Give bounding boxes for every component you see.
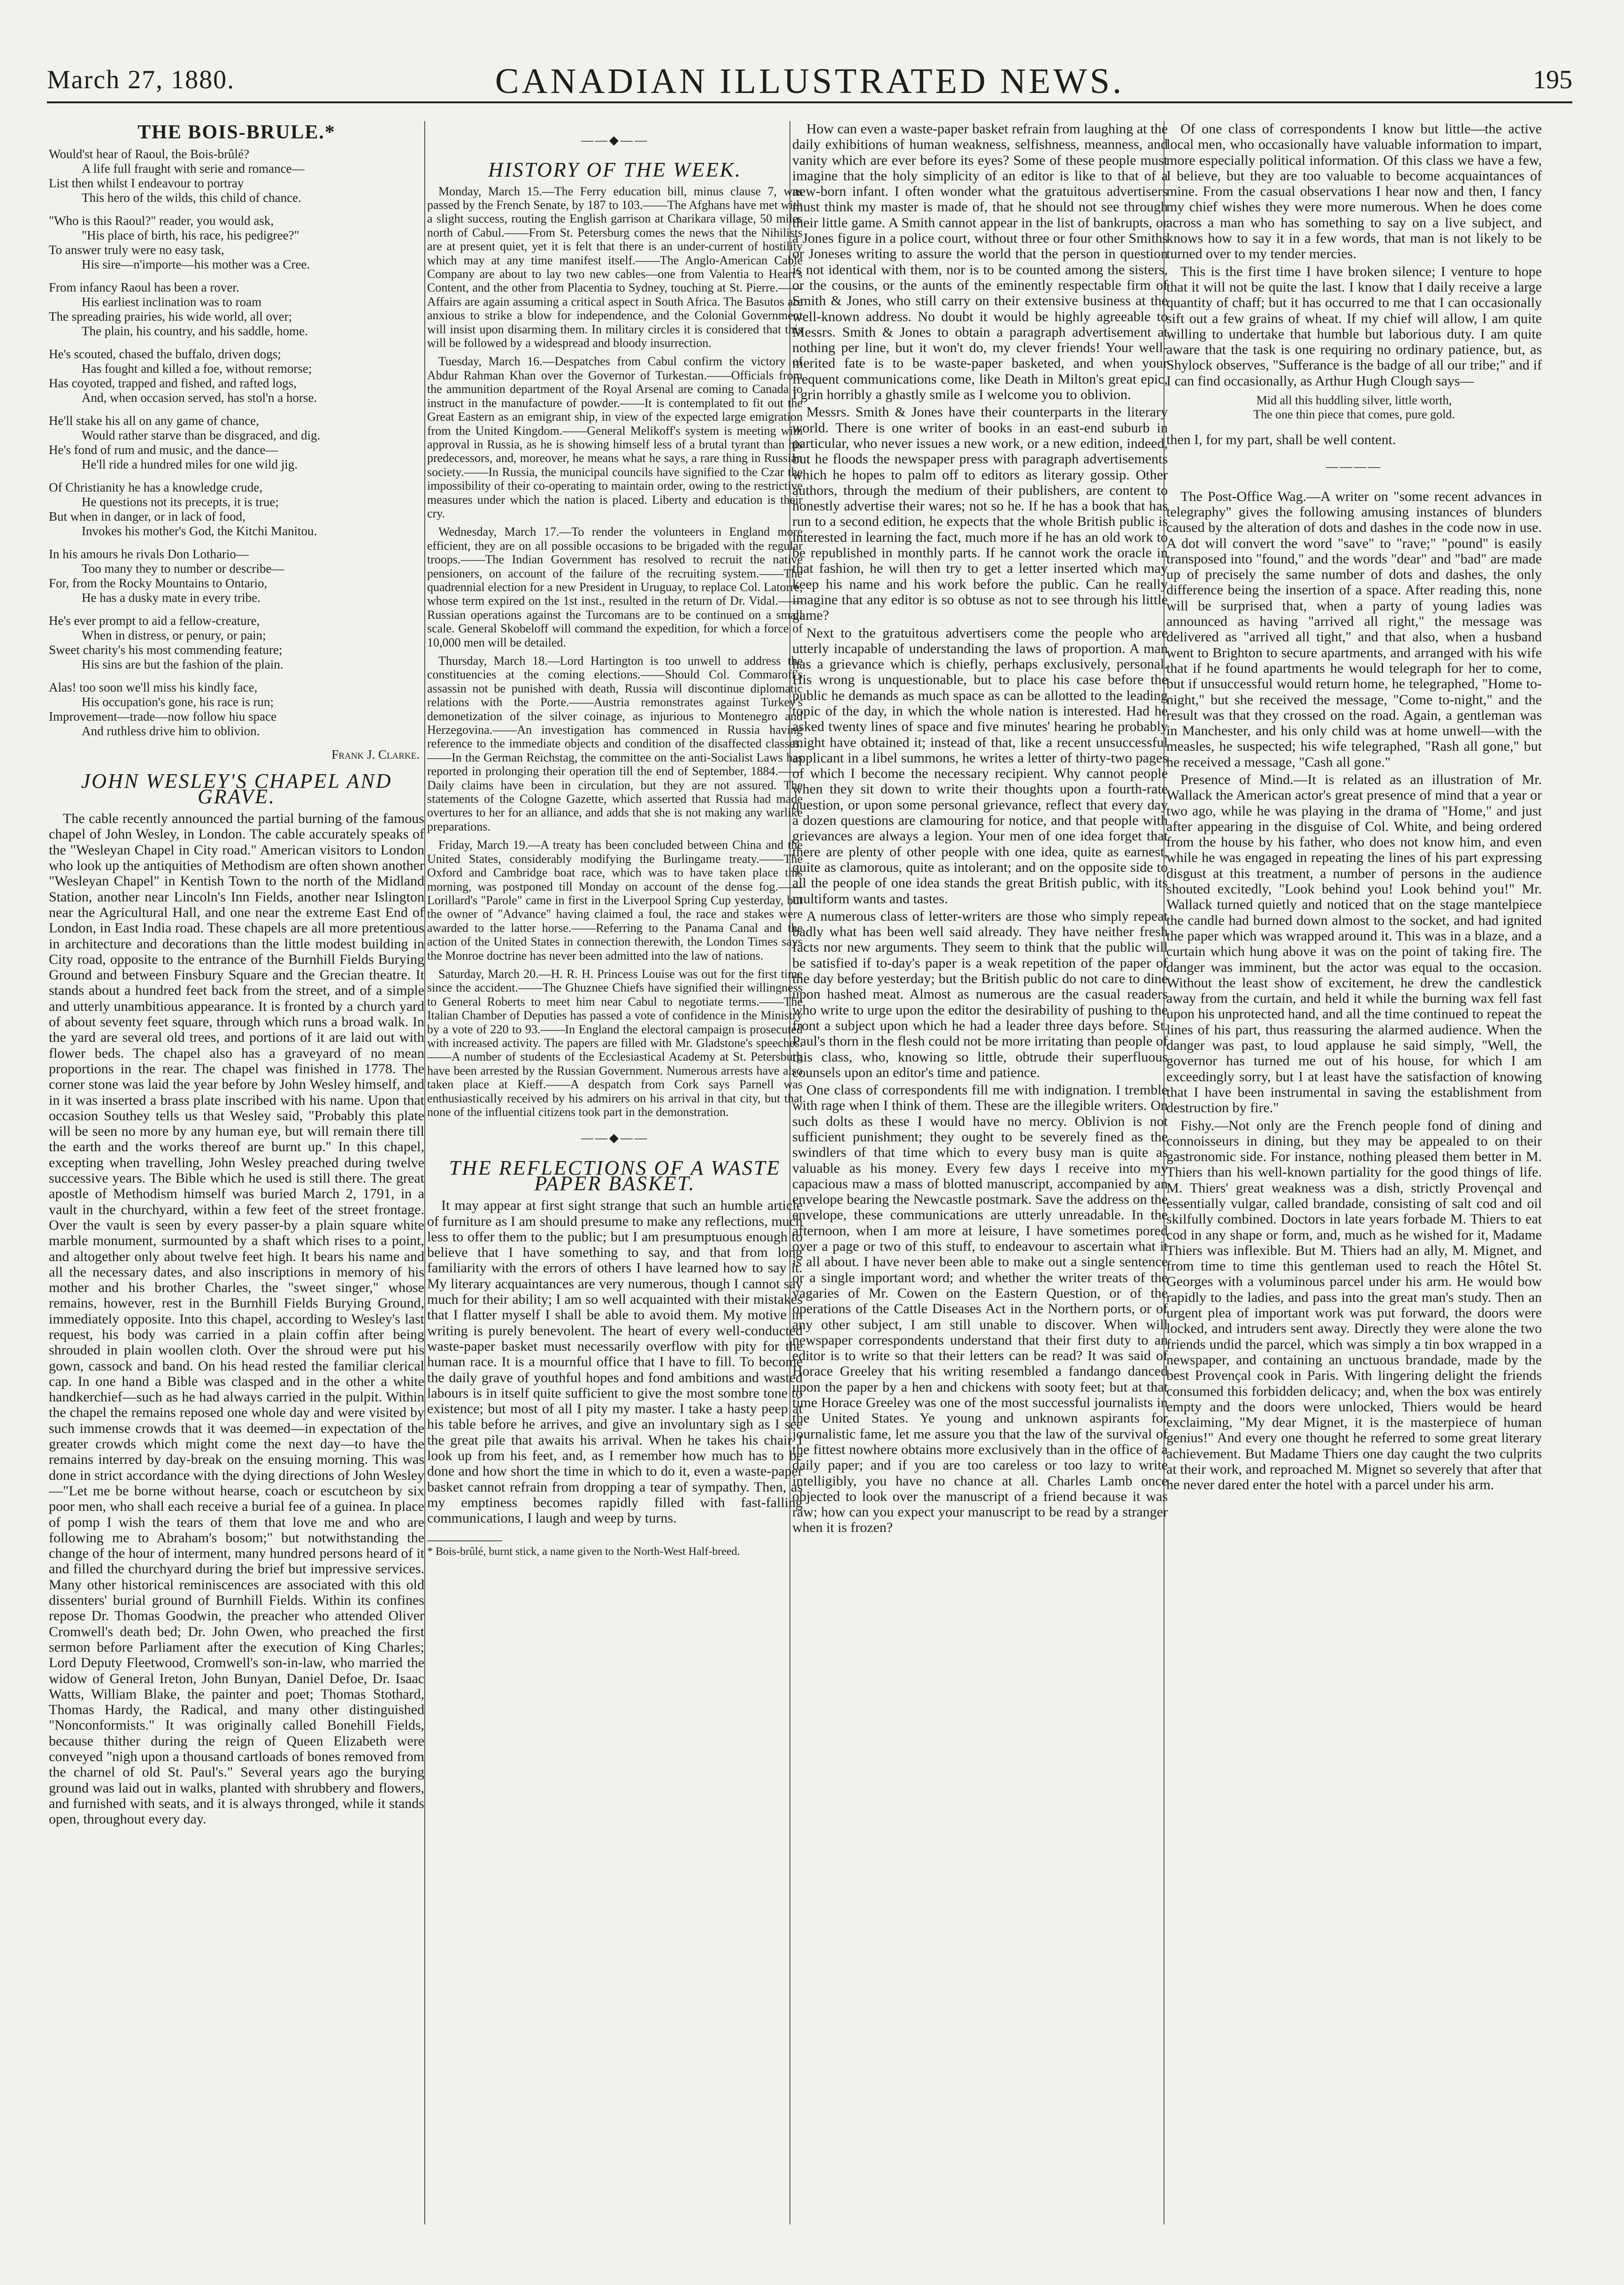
poem-stanza [49, 614, 424, 672]
poem-line: He has a dusky mate in every tribe. [82, 591, 260, 605]
poem-line: His earliest inclination was to roam [82, 295, 262, 309]
column-rule [424, 121, 425, 2224]
poem-line: Sweet charity's his most commending feature; [49, 643, 283, 657]
ornament-divider: ——◆—— [581, 1131, 649, 1145]
poem-line: "His place of birth, his race, his pedigree?" [82, 228, 299, 243]
poem-line: His occupation's gone, his race is run; [82, 695, 274, 709]
poem-stanza [49, 280, 424, 339]
poem-signature: Frank J. Clarke. [331, 747, 420, 762]
poem-line: His sins are but the fashion of the plain. [82, 657, 283, 672]
poem-stanza [49, 547, 424, 605]
poem-line: When in distress, or penury, or pain; [82, 628, 266, 643]
poem-line: And ruthless drive him to oblivion. [82, 724, 260, 739]
ornament-divider: ———— [1326, 460, 1382, 474]
column-4 [1166, 121, 1542, 2224]
poem-line: Too many they to number or describe— [82, 562, 284, 576]
article-paragraph: Next to the gratuitous advertisers come the people who are utterly incapable of understanding the laws of proportion. A man has a grievance which is chiefly, perhaps exclusively, personal. His wrong is unquestionable, but to place his case before the public he demands as much space as can be allotted to the leading topic of the day, in which the whole nation is interested. Had he asked twenty lines of space and five minutes' hearing he probably might have obtained it; instead of that, like a recent unsuccessful applicant in a libel summons, he writes a letter of thirty-two pages of which I become the necessary recipient. Why cannot people when they sit down to write their thoughts upon a fourth-rate question, or upon some personal grievance, reflect that every day a dozen questions are clamouring for notice, and that people with grievances are always a legion. Your men of one idea forget that there are plenty of other people with one idea, quite as earnest, quite as clamorous, quite as intolerant; and on the opposite side to all the people of one idea stands the great British public, with its multiform wants and tastes. [792, 625, 1168, 907]
section-title: HISTORY OF THE WEEK. [488, 158, 742, 182]
page-number: 195 [1533, 65, 1572, 94]
history-entry: Thursday, March 18.—Lord Hartington is too unwell to address the constituencies at the coming elections.——Should Col. Commaroff's assassin not be punished with death, Russia will discontinue diplomatic relations with the Porte.——Austria remonstrates against Turkey's demonetization of the silver coinage, as injurious to Montenegro and Herzegovina.——An investigation has commenced in Russia having reference to the immediate objects and condition of the disaffected classes.——In the German Reichstag, the committee on the anti-Socialist Laws has reported in prolonging their operation till the end of September, 1884.——Daily claims have been in circulation, but they are not assured. The statements of the Cologne Gazette, which asserted that Russia had made overtures to her for an alliance, and adds that she is not making any warlike preparations. [427, 654, 803, 833]
poem-line: The spreading prairies, his wide world, all over; [49, 309, 292, 324]
poem-title: THE BOIS-BRULE.* [138, 122, 336, 143]
poem-line: And, when occasion served, has stol'n a horse. [82, 391, 317, 405]
issue-date: March 27, 1880. [47, 65, 235, 94]
misc-item: The Post-Office Wag.—A writer on "some recent advances in telegraphy" gives the following amusing instances of blunders caused by the alteration of dots and dashes in the code now in use. A dot will convert the word "save" to "rave;" "pound" is easily transposed into "found," and the words "dear" and "bad" are made up of precisely the same number of dots and dashes, the only difference being the insertion of a space. After reading this, none will be surprised that, when a party of young ladies was announced as having "arrived all right," the message was delivered as "arrived all tight," and that also, when a husband went to Brighton to secure apartments, and arranged with his wife that if he found apartments he would telegraph for her to come, but if unsuccessful would return home, he telegraphed, "Home to-night," but she received the message, "Come to-night," and the result was that they crossed on the road. Again, a gentleman was in Manchester, and his only child was at home unwell—with the measles, he suspected; his wife telegraphed, "Rash all gone," but he received a message, "Cash all gone." [1166, 488, 1542, 770]
poem-line: Would'st hear of Raoul, the Bois-brûlé? [49, 147, 250, 162]
article-paragraph: Messrs. Smith & Jones have their counterparts in the literary world. There is one writer of books in an east-end suburb in particular, who never issues a new work, or a new edition, indeed, but he floods the newspaper press with paragraph advertisements which he hopes to palm off to editors as literary gossip. Other authors, through the medium of their publishers, are content to honestly advertise their wares; not so he. If he has a book that has run to a second edition, he expects that the whole British public is interested in learning the fact, much more if he has an old work to be republished in monthly parts. If he cannot work the oracle in that fashion, he will then try to get a letter inserted which may keep his name and his work before the public. Can he really imagine that any editor is so obtuse as not to see through his little game? [792, 404, 1168, 623]
history-entry: Saturday, March 20.—H. R. H. Princess Louise was out for the first time since the accident.——The Ghuznee Chiefs have signified their willingness to General Roberts to meet him near Cabul to negotiate terms.——The Italian Chamber of Deputies has passed a vote of confidence in the Ministry by a vote of 220 to 93.——In England the electoral campaign is prosecuted with increased activity. The papers are filled with Mr. Gladstone's speeches.——A number of students of the Ecclesiastical Academy at St. Petersburg have been arrested by the Russian Government. Numerous arrests have also taken place at Kieff.——A despatch from Cork says Parnell was enthusiastically received by his admirers on his arrival in that city, but that none of the influential citizens took part in the demonstration. [427, 967, 803, 1119]
poem-line: A life full fraught with serie and romance— [82, 162, 305, 176]
masthead [47, 56, 1572, 103]
poem-stanza [49, 147, 424, 205]
column-3 [792, 121, 1168, 2224]
column-2 [427, 121, 803, 2224]
poem-line: To answer truly were no easy task, [49, 243, 224, 257]
poem-line: From infancy Raoul has been a rover. [49, 280, 239, 295]
article-paragraph: It may appear at first sight strange that such an humble article of furniture as I am should presume to make any reflections, much less to offer them to the public; but I am presumptuous enough to believe that I have something to say, and that from long familiarity with the errors of others I have learned how to say it. My literary acquaintances are very numerous, though I cannot say much for their ability; I am so well acquainted with their mistakes that I flatter myself I shall be able to avoid them. My motive in writing is purely benevolent. The heart of every well-conducted waste-paper basket must necessarily overflow with pity for the human race. It is a mournful office that I have to fill. To become the daily grave of youthful hopes and fond ambitions and wasted labours is in itself quite sufficient to give the most sombre tone to existence; but most of all I pity my master. I take a hasty peep at his table before he arrives, and give an involuntary sigh as I see the great pile that awaits his arrival. When he takes his chair I look up from his feet, and, as I remember how much has to be done and how short the time in which to do it, even a waste-paper basket cannot refrain from dropping a tear of sympathy. Then, as my emptiness becomes rapidly filled with fast-falling communications, I laugh and weep by turns. [427, 1198, 803, 1526]
poem-line: For, from the Rocky Mountains to Ontario, [49, 576, 268, 591]
article-paragraph: How can even a waste-paper basket refrain from laughing at the daily exhibitions of human weakness, selfishness, meanness, and vanity which are ever before its eyes? Some of these people must imagine that the holy simplicity of an editor is like to that of a new-born infant. I often wonder what the gratuitous advertisers must think my master is made of, that he should not see through their little game. A Smith cannot appear in the list of bankrupts, or a Jones figure in a police court, without three or four other Smiths or Joneses writing to assure the world that the person in question is not identical with them, nor is to be counted among the sisters, or the cousins, or the aunts of the eminently respectable firm of Smith & Jones, who still carry on their extensive business at the well-known address. No doubt it would be highly agreeable to Messrs. Smith & Jones to obtain a paragraph advertisement at nothing per line, but it won't do, my clever friends! Your well-merited fate is to be waste-paper basketed, and when your frequent communications come, like Death in Milton's great epic, I grin horribly a ghastly smile as I welcome you to oblivion. [792, 121, 1168, 403]
poem-line: Alas! too soon we'll miss his kindly face, [49, 680, 258, 695]
misc-item: Presence of Mind.—It is related as an illustration of Mr. Wallack the American actor's great presence of mind that a year or two ago, while he was playing in the drama of "Home," and just after appearing in the disguise of Col. White, and being ordered from the house by his father, who does not know him, and even while he was engaged in repeating the lines of his part expressing disgust at this treatment, a number of persons in the audience shouted excitedly, "Look behind you! Look behind you!" Mr. Wallack turned quietly and noticed that on the stage mantelpiece the candle had burned down almost to the socket, and had ignited the paper which was wrapped around it. This was in a blaze, and a curtain which hung above it was on the point of taking fire. The danger was imminent, but the actor was equal to the occasion. Without the least show of excitement, he drew the candlestick away from the curtain, and held it while the burning wax fell fast upon his unprotected hand, and all the time continued to repeat the lines of his part, thus reassuring the alarmed audience. When the danger was past, to loud applause he said simply, "Well, the governor has turned me out of his house, for which I am exceedingly sorry, but I at least have the satisfaction of knowing that I have been instrumental in saving the establishment from destruction by fire." [1166, 771, 1542, 1116]
poem-stanza [49, 347, 424, 405]
history-entries [427, 185, 803, 1119]
article-paragraph: The cable recently announced the partial burning of the famous chapel of John Wesley, in London. The cable accurately speaks of the "Wesleyan Chapel in City road." American visitors to London who look up the antiquities of Methodism are often shown another "Wesleyan Chapel" in Kentish Town to the north of the Midland Station, another near Lincoln's Inn Fields, another near Islington near the Agricultural Hall, and one near the extreme East End of London, in East India road. These chapels are all more pretentious in architecture and decorations than the little modest building in City road, opposite to the entrance of the Burnhill Fields Burying Ground and between Finsbury Square and the Grecian theatre. It stands about a hundred feet back from the street, and of a simple and utterly unambitious appearance. It is fronted by a church yard of about seventy feet square, through which runs a broad walk. In the yard are several old trees, and portions of it are laid out with flower beds. The chapel also has a graveyard of no mean proportions in the rear. The chapel was finished in 1778. The corner stone was laid the year before by John Wesley himself, and in it was inserted a brass plate inscribed with his name. Upon that occasion Southey tells us that Wesley said, "Probably this plate will be seen no more by any human eye, but will remain there till the earth and the works thereof are burnt up." In this chapel, excepting when travelling, John Wesley preached during twelve successive years. The Bible which he used is still there. The great apostle of Methodism himself was buried March 2, 1791, in a vault in the churchyard, within a few feet of the street frontage. Over the vault is seen by every passer-by a plain square white marble monument, surmounted by a shaft which rises to a point, and altogether only about twelve feet high. It bears his name and all the necessary dates, and also inscriptions in memory of his mother and his brother Charles, the "sweet singer," whose remains, however, rest in the Burnhill Fields Burying Ground, immediately opposite. Into this chapel, according to Wesley's last request, his body was carried in a plain coffin after being shrouded in plain woollen cloth. Over the shroud were put his gown, cassock and band. On his head rested the familiar clerical cap. In one hand a Bible was clasped and in the other a white handkerchief—such as he had always carried in the pulpit. Within the chapel the remains reposed one whole day and were visited by such immense crowds that it was deemed—in expectation of the greater crowds which might come the next day—to have the remains interred by day-break on the ensuing morning. This was done in strict accordance with the dying directions of John Wesley—"Let me be borne without hearse, coach or escutcheon by six poor men, who shall each receive a burial fee of a guinea. In place of pomp I wish the tears of them that love me and who are following me to Abraham's bosom;" but notwithstanding the change of the hour of interment, many hundred persons heard of it and filled the churchyard during the brief but impressive services. Many other historical reminiscences are associated with this old dissenters' burial ground of Burnhill Fields. Within its confines repose Dr. Thomas Goodwin, the preacher who attended Oliver Cromwell's death bed; Dr. John Owen, who preached the first sermon before Parliament after the execution of King Charles; Lord Deputy Fleetwood, Cromwell's son-in-law, who married the widow of General Ireton, John Bunyan, Daniel Defoe, Dr. Isaac Watts, William Blake, the painter and poet; Thomas Stothard, Thomas Hardy, the Radical, and many other distinguished "Nonconformists." It was originally called Bonehill Fields, because thither during the reign of Queen Elizabeth were conveyed "nigh upon a thousand cartloads of bones removed from the charnel of old St. Paul's." Several years ago the burying ground was laid out in walks, planted with shrubbery and flowers, and furnished with seats, and it is always thronged, while it stands open, throughout every day. [49, 811, 424, 1827]
poem-line: Of Christianity he has a knowledge crude, [49, 480, 263, 495]
poem-line: This hero of the wilds, this child of chance. [82, 191, 301, 205]
article-title: THE REFLECTIONS OF A WASTE PAPER BASKET. [449, 1156, 781, 1195]
article-paragraph: This is the first time I have broken silence; I venture to hope that it will not be quite the last. I know that I daily receive a large quantity of chaff; but it has occurred to me that I can occasionally sift out a few grains of wheat. If my chief will allow, I am quite willing to undertake that humble but laborious duty. I am quite aware that the task is one requiring no ordinary patience, but, as Shylock observes, "Sufferance is the badge of all our tribe;" and if I can find occasionally, as Arthur Hugh Clough says— [1166, 263, 1542, 389]
article-title: JOHN WESLEY'S CHAPEL AND GRAVE. [81, 769, 392, 808]
poem-line: Improvement—trade—now follow hiu space [49, 709, 277, 724]
footnote-rule [427, 1540, 502, 1541]
article-paragraph: Of one class of correspondents I know but little—the active local men, who occasionally have valuable information to impart, more especially political information. Of this class we have a few, I believe, but they are too valuable to become acquaintances of mine. From the casual observations I hear now and then, I fancy my chief wishes they were more numerous. When he does come across a man who has something to say on a live subject, and knows how to say it in a few words, that man is not likely to be turned over to my tender mercies. [1166, 121, 1542, 262]
poem-line: In his amours he rivals Don Lothario— [49, 547, 249, 562]
footnote: * Bois-brûlé, burnt stick, a name given to the North-West Half-breed. [427, 1545, 740, 1558]
poem-stanza [49, 680, 424, 739]
misc-item: Fishy.—Not only are the French people fond of dining and connoisseurs in dining, but they may be appealed to on their gastronomic side. For instance, nothing pleased them better in M. Thiers than his well-known partiality for the good things of life. M. Thiers' great weakness was a dish, strictly Provençal and essentially vulgar, called brandade, consisting of salt cod and oil skilfully combined. Doctors in late years forbade M. Thiers to eat cod in any shape or form, and, much as he wished for it, Madame Thiers was inflexible. But M. Thiers had an ally, M. Mignet, and from time to time this gentleman used to reach the Hôtel St. Georges with a voluminous parcel under his arm. He would bow rapidly to the ladies, and pass into the great man's study. Then an urgent plea of important work was put forward, the doors were locked, and intruders sent away. Directly they were alone the two friends undid the parcel, which was simply a tin box wrapped in a newspaper, and containing an unctuous brandade, made by the best Provençal cook in Paris. With lingering delight the friends consumed this forbidden delicacy; and, when the box was entirely empty and the doors were unlocked, Thiers would be heard exclaiming, "My dear Mignet, it is the masterpiece of human genius!" And every one thought he referred to some great literary achievement. But Madame Thiers one day caught the two culprits at their work, and reproached M. Mignet so severely that after that he never dared enter the hotel with a parcel under his arm. [1166, 1117, 1542, 1493]
poem-line: He questions not its precepts, it is true; [82, 495, 279, 509]
poem-line: He's scouted, chased the buffalo, driven dogs; [49, 347, 281, 362]
history-entry: Friday, March 19.—A treaty has been concluded between China and the United States, considerably modifying the Burlingame treaty.——The Oxford and Cambridge boat race, which was to have taken place this morning, was postponed till Monday on account of the dense fog.——Lorillard's "Parole" came in first in the Liverpool Spring Cup yesterday, but the owner of "Advance" having claimed a foul, the race and stakes were awarded to the latter horse.——Referring to the Panama Canal and the action of the United States in connection therewith, the London Times says the Monroe doctrine has never been admitted into the law of nations. [427, 838, 803, 962]
poem-line: But when in danger, or in lack of food, [49, 509, 245, 524]
ornament-divider: ——◆—— [581, 133, 649, 147]
article-paragraph: One class of correspondents fill me with indignation. I tremble with rage when I think of them. These are the illegible writers. On such dolts as these I would have no mercy. Oblivion is not sufficient punishment; they ought to be severely fined as the swindlers of that time which to every busy man is quite as valuable as his money. Every few days I receive into my capacious maw a mass of blotted manuscript, accompanied by an envelope bearing the Newcastle postmark. Save the address on the envelope, these communications are utterly unreadable. In the afternoon, when I am more at leisure, I have sometimes pored over a page or two of this stuff, to endeavour to ascertain what it is all about. I have never been able to make out a single sentence or a single important word; and whether the writer treats of the vagaries of Mr. Cowen on the Eastern Question, or of the operations of the Cattle Diseases Act in the Northern ports, or of any other subject, I am still unable to discover. When will newspaper correspondents understand that their first duty to an editor is to write so that their letters can be read? It was said of Horace Greeley that his writing resembled a fandango danced upon the paper by a hen and chickens with sooty feet; but at that time Horace Greeley was one of the most successful journalists in the United States. Ye young and unknown aspirants for journalistic fame, let me assure you that the law of the survival of the fittest nowhere obtains more exclusively than in the office of a daily paper; and if you are too careless or too lazy to write intelligibly, you have no chance at all. Charles Lamb once objected to look over the manuscript of a friend because it was raw; how can you expect your manuscript to be read by a stranger when it is frozen? [792, 1082, 1168, 1536]
poem-line: List then whilst I endeavour to portray [49, 176, 244, 191]
poem-line: Has coyoted, trapped and fished, and rafted logs, [49, 376, 297, 391]
poem-line: Has fought and killed a foe, without remorse; [82, 362, 312, 376]
poem-stanza [49, 214, 424, 272]
column-1 [49, 121, 424, 2224]
poem-line: Invokes his mother's God, the Kitchi Manitou. [82, 524, 317, 539]
poem-line: His sire—n'importe—his mother was a Cree. [82, 257, 310, 272]
poem-body [49, 147, 424, 739]
poem-line: He'll stake his all on any game of chance, [49, 414, 259, 428]
poem-line: Would rather starve than be disgraced, and dig. [82, 428, 321, 443]
article-paragraph: A numerous class of letter-writers are those who simply repeat badly what has been well said already. They have neither fresh facts nor new arguments. They seem to think that the public will be satisfied if to-day's paper is a weak repetition of the paper of the day before yesterday; but the British public do not care to dine upon hashed meat. Almost as numerous are the casual readers who write to urge upon the editor the desirability of pushing to the front a subject upon which he had a leader three days before. St. Paul's thorn in the flesh could not be more irritating than people of this class, who, knowing so little, obtrude their superfluous counsels upon an editor's time and patience. [792, 908, 1168, 1080]
poem-stanza [49, 480, 424, 539]
poem-line: He's fond of rum and music, and the dance— [49, 443, 278, 457]
article-closing: then I, for my part, shall be well content. [1166, 432, 1396, 448]
masthead-rule [47, 101, 1572, 103]
poem-line: He'll ride a hundred miles for one wild jig. [82, 457, 298, 472]
quote-line: Mid all this huddling silver, little worth, [1256, 393, 1452, 408]
quote-line: The one thin piece that comes, pure gold. [1253, 408, 1455, 422]
poem-line: The plain, his country, and his saddle, home. [82, 324, 308, 339]
poem-line: "Who is this Raoul?" reader, you would ask, [49, 214, 274, 228]
poem-stanza [49, 414, 424, 472]
poem-line: He's ever prompt to aid a fellow-creature, [49, 614, 260, 628]
newspaper-title: CANADIAN ILLUSTRATED NEWS. [495, 62, 1125, 101]
history-entry: Tuesday, March 16.—Despatches from Cabul confirm the victory of Abdur Rahman Khan over the Governor of Turkestan.——Officials from the ammunition department of the Royal Arsenal are coming to Canada to instruct in the manufacture of powder.——It is contemplated to fit out the Great Eastern as an emigrant ship, in view of the expected large emigration from the United Kingdom.——General Melikoff's system is meeting with approval in Russia, as he is showing himself less of a brutal tyrant than his predecessors, and, moreover, he means what he says, a rare thing in Russian society.——In Russia, the municipal councils have signified to the Czar the impossibility of their co-operating to maintain order, owing to the restrictive measures under which the nation is placed. Liberty and education is their cry. [427, 354, 803, 520]
history-entry: Monday, March 15.—The Ferry education bill, minus clause 7, was passed by the French Senate, by 187 to 103.——The Afghans have met with a slight success, routing the English garrison at Charikara village, 50 miles north of Cabul.——From St. Petersburg comes the news that the Nihilists are at present quiet, yet it is felt that there is an under-current of hostility which may at any time manifest itself.——The Anglo-American Cable Company are about to lay two new cables—one from Valentia to Heart's Content, and the other from Placentia to Sydney, touching at St. Pierre.——Affairs are again assuming a critical aspect in South Africa. The Basutos are anxious to strike a blow for independence, and the Colonial Government will insist upon disarming them. In military circles it is considered that this will be followed by a widespread and bloody insurrection. [427, 184, 803, 350]
verse-quote [1166, 393, 1542, 422]
history-entry: Wednesday, March 17.—To render the volunteers in England more efficient, they are on all possible occasions to be brigaded with the regular troops.——The Indian Government has resolved to recruit the native pensioners, on account of the failure of the recruiting system.——The quadrennial election for a new President in Uruguay, to replace Col. Latorre, whose term expired on the 1st inst., resulted in the return of Dr. Vidal.——Russian operations against the Turcomans are to be continued on a small scale. General Skobeloff will command the expedition, for which a force of 10,000 men will be detailed. [427, 525, 803, 649]
